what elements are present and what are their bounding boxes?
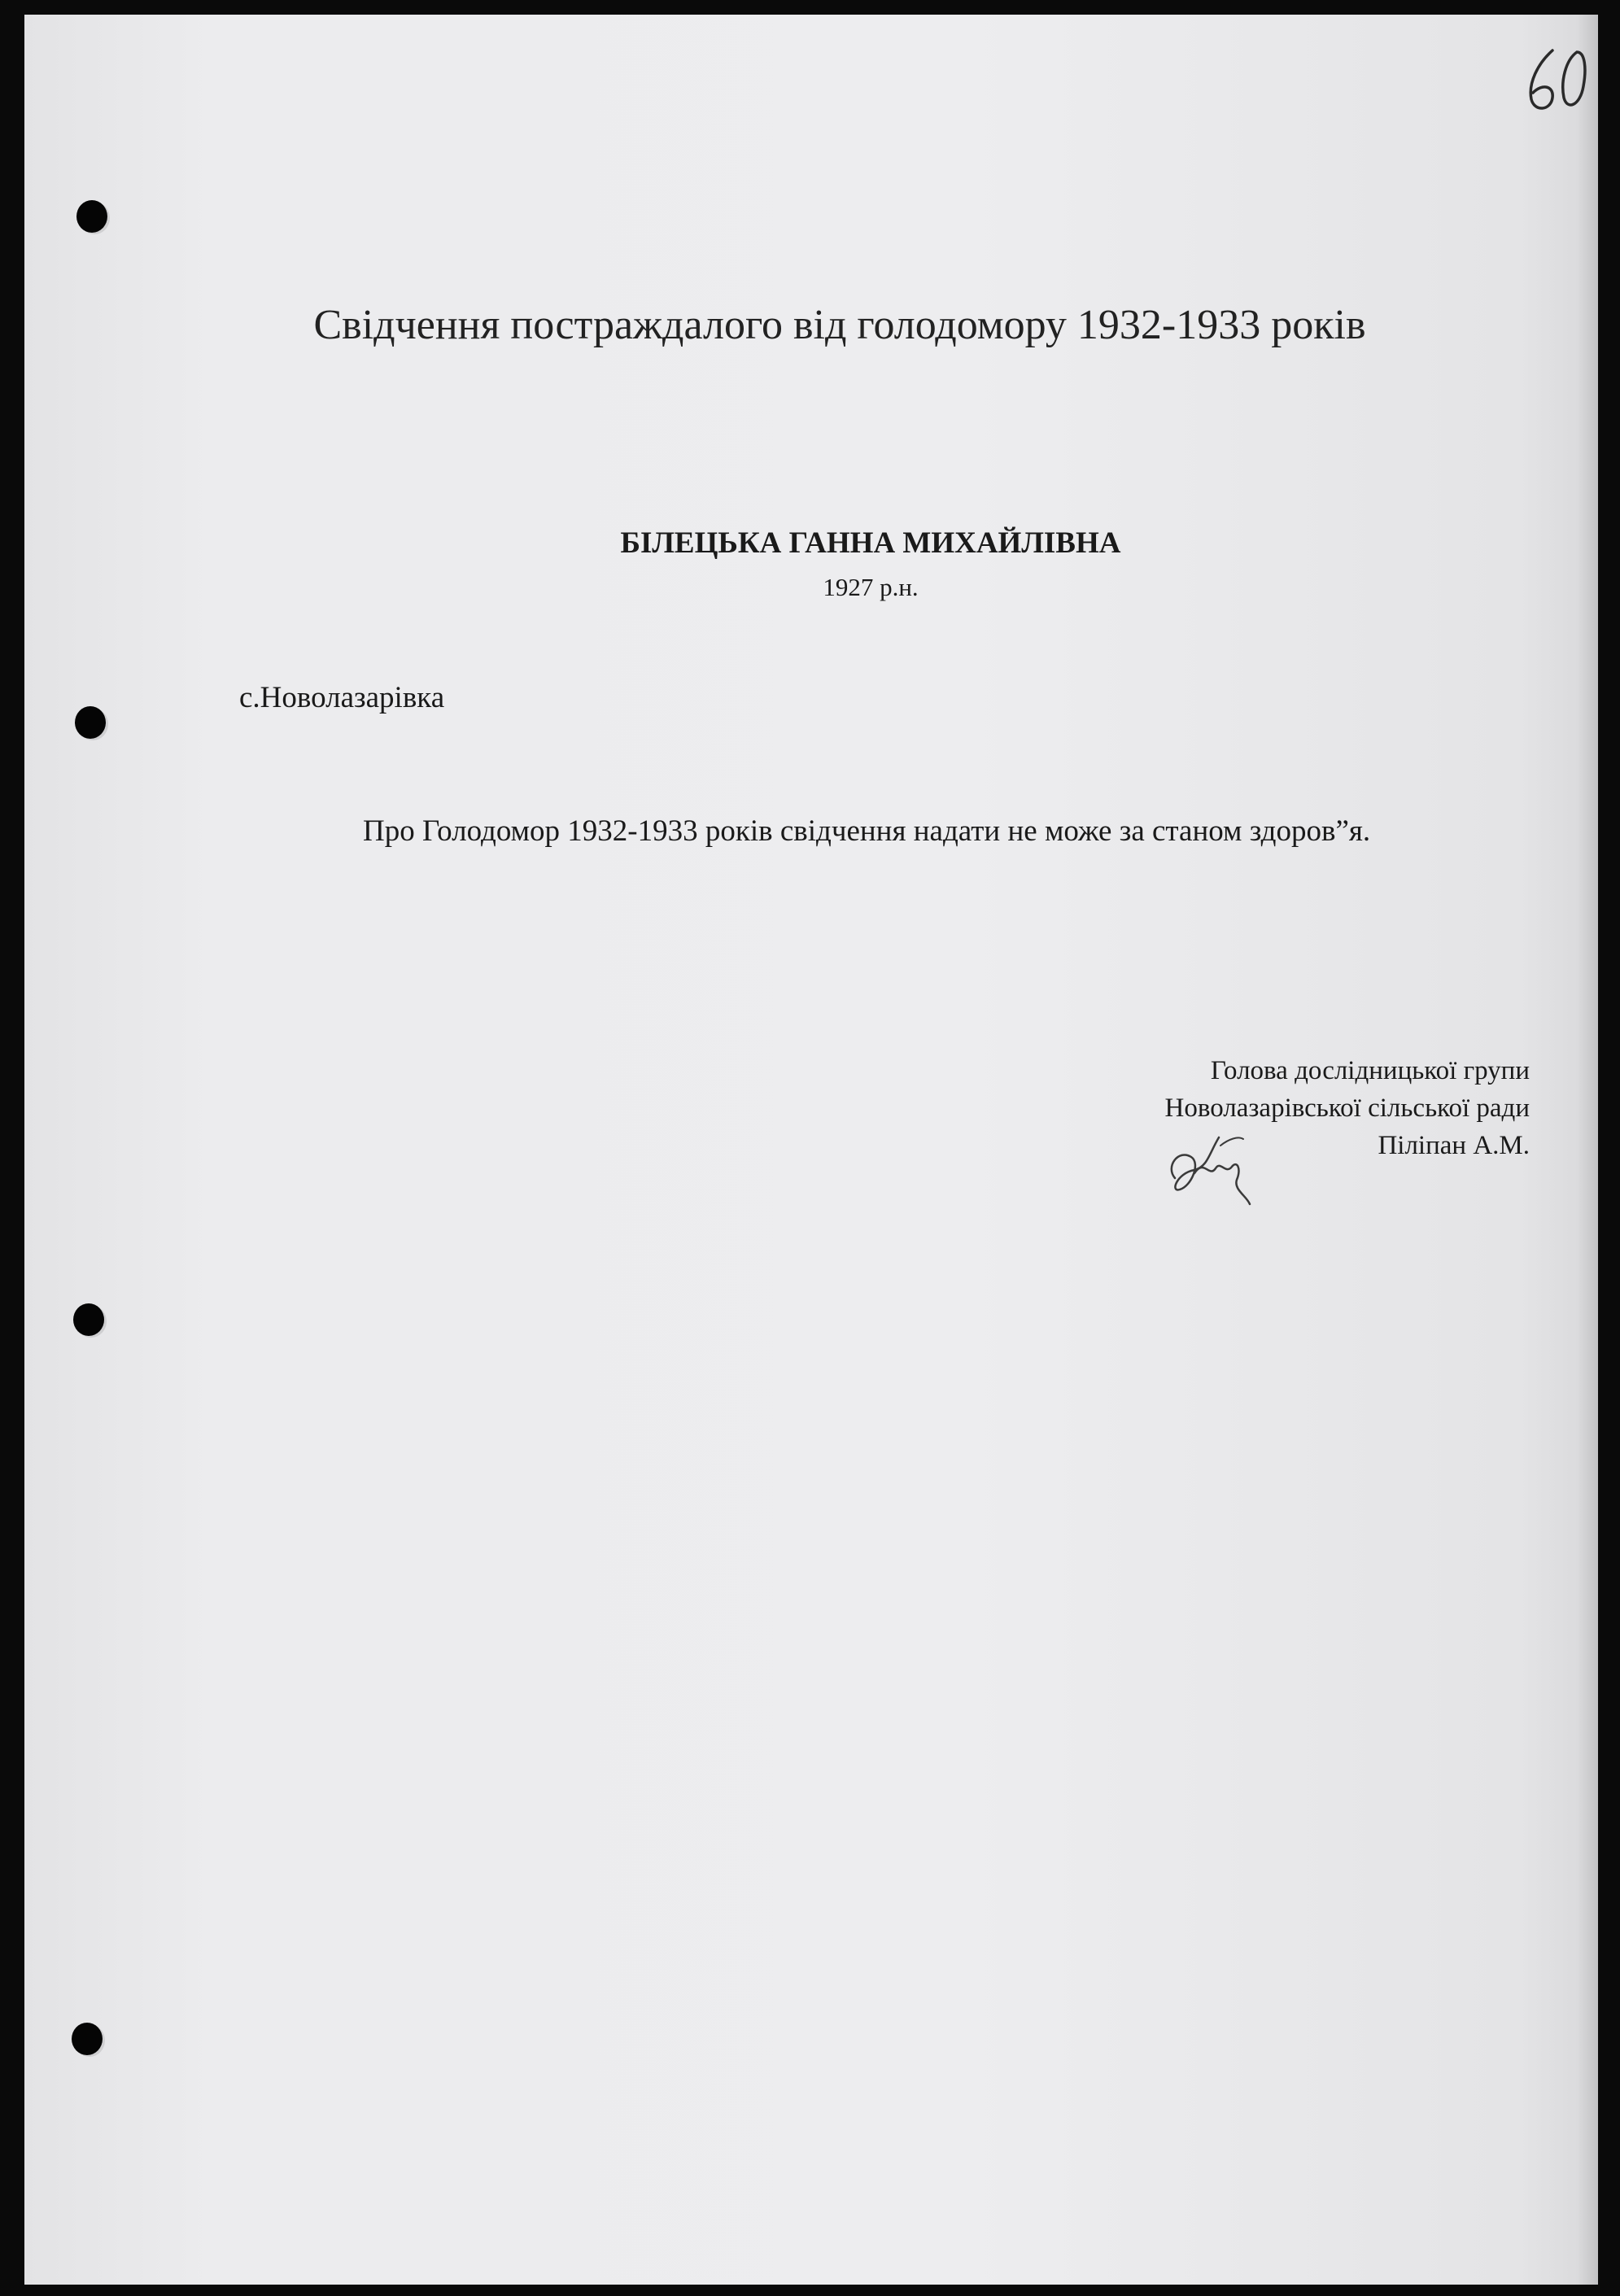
- punch-hole: [72, 2023, 103, 2055]
- document-title: Свідчення постраждалого від голодомору 1932-1933 років: [313, 302, 1366, 348]
- page-edge-shadow: [1577, 15, 1598, 2285]
- punch-hole: [75, 706, 106, 739]
- birth-year: 1927 р.н.: [823, 573, 919, 601]
- person-name: БІЛЕЦЬКА ГАННА МИХАЙЛІВНА: [620, 526, 1121, 560]
- signatory-organization: Новолазарівської сільської ради: [1164, 1093, 1530, 1123]
- punch-hole: [76, 200, 107, 233]
- village-name: с.Новолазарівка: [239, 681, 445, 714]
- signature-strokes: [1159, 1121, 1273, 1219]
- paper-sheet: [24, 15, 1598, 2285]
- testimony-body: Про Голодомор 1932-1933 років свідчення надати не може за станом здоров”я.: [363, 814, 1371, 848]
- page-number-glyphs: [1520, 36, 1593, 117]
- handwritten-page-number: [1520, 36, 1593, 117]
- punch-hole: [73, 1303, 104, 1336]
- signatory-title: Голова дослідницької групи: [1210, 1056, 1530, 1085]
- handwritten-signature: [1159, 1121, 1273, 1219]
- signatory-name: Пілiпан А.М.: [1378, 1131, 1530, 1160]
